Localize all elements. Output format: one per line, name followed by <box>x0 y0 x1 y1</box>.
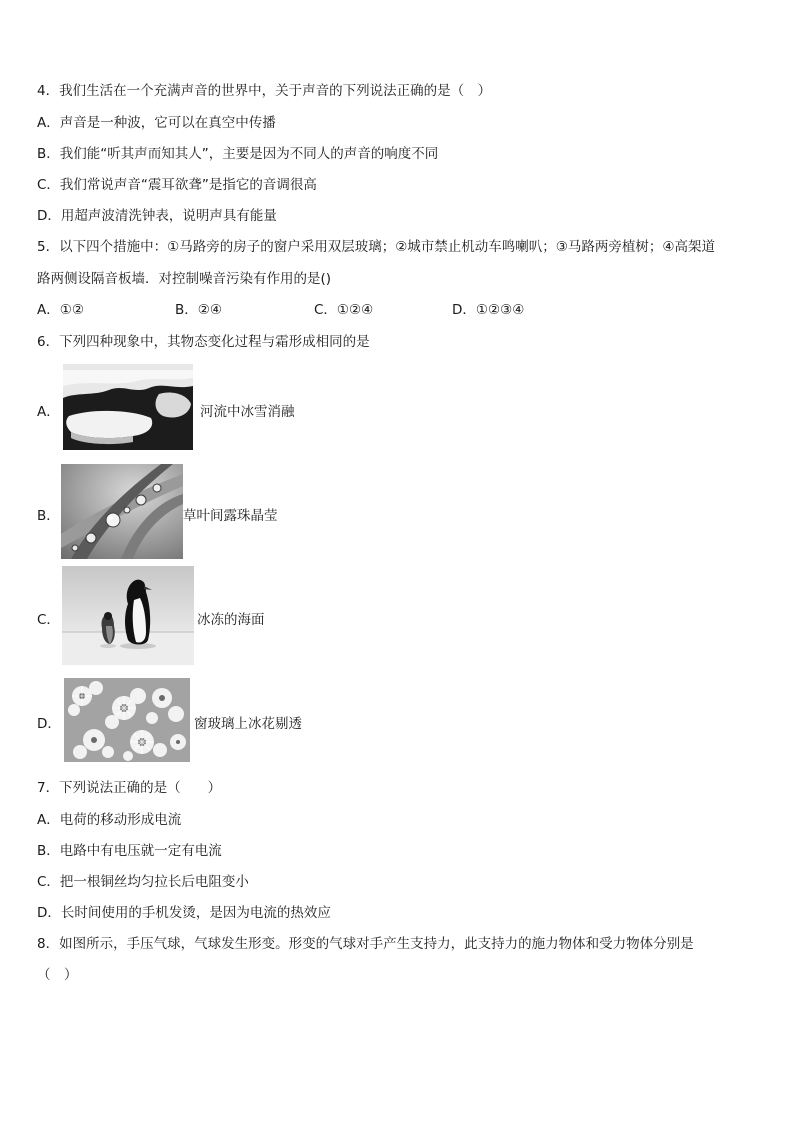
question-5-option-a: A．①② <box>37 302 84 318</box>
option-letter: A． <box>37 404 60 420</box>
dew-drops-photo <box>61 464 183 559</box>
option-letter: B． <box>37 508 60 524</box>
question-6-option-c-caption: 冰冻的海面 <box>197 612 265 628</box>
question-6-option-c <box>37 566 737 666</box>
question-5-option-d: D．①②③④ <box>452 302 525 318</box>
question-4-option-c: C．我们常说声音“震耳欲聋”是指它的音调很高 <box>37 177 317 193</box>
question-4-option-b: B．我们能“听其声而知其人”，主要是因为不同人的声音的响度不同 <box>37 146 439 162</box>
question-6-option-b-caption: 草叶间露珠晶莹 <box>183 508 278 524</box>
question-7-option-b: B．电路中有电压就一定有电流 <box>37 843 222 859</box>
option-letter: D． <box>37 716 61 732</box>
question-5-stem-line2: 路两侧设隔音板墙．对控制噪音污染有作用的是() <box>37 271 332 287</box>
question-6-option-d-caption: 窗玻璃上冰花剔透 <box>194 716 302 732</box>
question-6-stem: 6．下列四种现象中，其物态变化过程与霜形成相同的是 <box>37 334 370 350</box>
question-7-option-c: C．把一根铜丝均匀拉长后电阻变小 <box>37 874 249 890</box>
question-4-stem: 4．我们生活在一个充满声音的世界中，关于声音的下列说法正确的是（ ） <box>37 83 492 99</box>
question-8-stem-line1: 8．如图所示，手压气球，气球发生形变。形变的气球对手产生支持力，此支持力的施力物体和受力物体分别是 <box>37 936 694 952</box>
question-6-option-b <box>37 464 737 560</box>
question-4-option-d: D．用超声波清洗钟表，说明声具有能量 <box>37 208 277 224</box>
option-letter: C． <box>37 612 60 628</box>
question-7-stem: 7．下列说法正确的是（ ） <box>37 780 222 796</box>
question-7-option-a: A．电荷的移动形成电流 <box>37 812 182 828</box>
question-6-option-a <box>37 364 737 452</box>
question-6-option-d <box>37 678 737 764</box>
melting-ice-photo <box>63 364 193 450</box>
question-6-option-a-caption: 河流中冰雪消融 <box>200 404 295 420</box>
question-7-option-d: D．长时间使用的手机发烫，是因为电流的热效应 <box>37 905 331 921</box>
question-5-option-c: C．①②④ <box>314 302 374 318</box>
question-5-stem-line1: 5．以下四个措施中：①马路旁的房子的窗户采用双层玻璃；②城市禁止机动车鸣喇叭；③马路两旁植树；④高架道 <box>37 239 715 255</box>
question-4-option-a: A．声音是一种波，它可以在真空中传播 <box>37 115 276 131</box>
frost-flowers-photo <box>64 678 190 762</box>
question-5-options <box>37 301 757 319</box>
question-8-stem-line2: （ ） <box>37 967 78 983</box>
penguins-on-ice-photo <box>62 566 194 665</box>
question-5-option-b: B．②④ <box>175 302 222 318</box>
